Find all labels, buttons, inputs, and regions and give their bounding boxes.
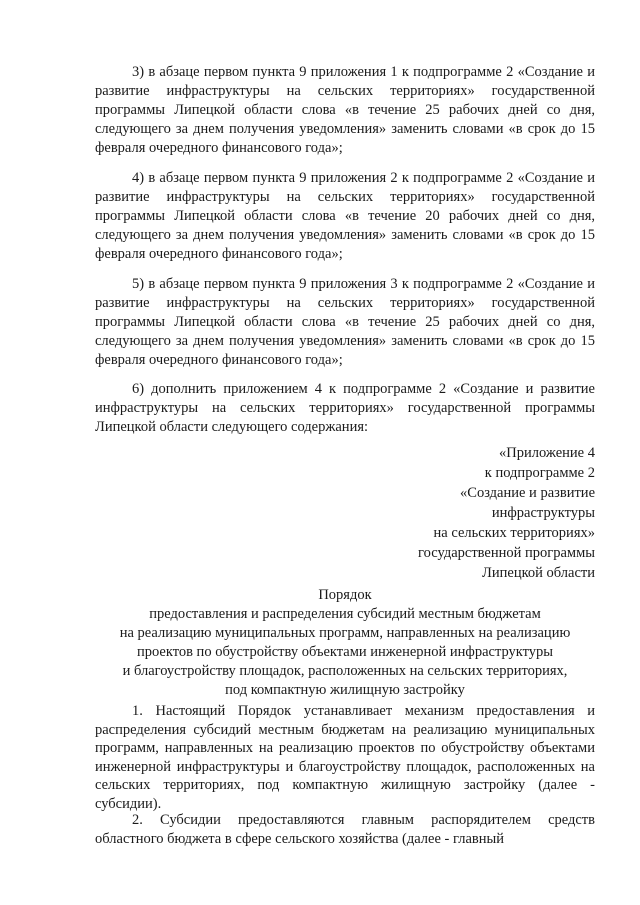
title-line: и благоустройству площадок, расположенных на сельских территориях, [122,663,568,679]
title-line: проектов по обустройству объектами инженерной инфраструктуры [136,644,554,660]
clause-2: 2. Субсидии предоставляются главным распорядителем средств областного бюджета в сфере сельского хозяйства (далее - главный [95,812,595,847]
appendix-header [418,444,595,584]
appendix-line: инфраструктуры [491,505,595,521]
section-title [95,586,595,700]
title-line: предоставления и распределения субсидий местным бюджетам [149,606,541,622]
appendix-line: Липецкой области [482,565,595,581]
appendix-line: «Приложение 4 [499,445,595,461]
title-line: под компактную жилищную застройку [225,682,465,698]
appendix-line: к подпрограмме 2 [484,465,595,481]
clause-1: 1. Настоящий Порядок устанавливает механизм предоставления и распределения субсидий местным бюджетам на реализацию муниципальных программ, направленных на реализацию проектов по обустройству объектами инженерной инфраструктуры и благоустройству площадок, расположенных на сельских территориях, под компактную жилищную застройку (далее - субсидии). [95,703,595,812]
title-line: Порядок [318,587,372,603]
amendment-paragraph-6: 6) дополнить приложением 4 к подпрограмме 2 «Создание и развитие инфраструктуры на сельских территориях» государственной программы Липецкой области следующего содержания: [95,381,595,435]
amendment-paragraph-3: 3) в абзаце первом пункта 9 приложения 1 к подпрограмме 2 «Создание и развитие инфраструктуры на сельских территориях» государственной программы Липецкой области слова «в течение 25 рабочих дней со дня, следующего за днем получения уведомления» заменить словами «в срок до 15 февраля очередного финансового года»; [95,64,595,156]
amendment-paragraph-5: 5) в абзаце первом пункта 9 приложения 3 к подпрограмме 2 «Создание и развитие инфраструктуры на сельских территориях» государственной программы Липецкой области слова «в течение 25 рабочих дней со дня, следующего за днем получения уведомления» заменить словами «в срок до 15 февраля очередного финансового года»; [95,276,595,368]
title-line: на реализацию муниципальных программ, направленных на реализацию [119,625,571,641]
amendment-paragraph-4: 4) в абзаце первом пункта 9 приложения 2 к подпрограмме 2 «Создание и развитие инфраструктуры на сельских территориях» государственной программы Липецкой области слова «в течение 20 рабочих дней со дня, следующего за днем получения уведомления» заменить словами «в срок до 15 февраля очередного финансового года»; [95,170,595,262]
appendix-line: на сельских территориях» [433,525,595,541]
appendix-line: государственной программы [418,545,595,561]
appendix-line: «Создание и развитие [460,485,595,501]
